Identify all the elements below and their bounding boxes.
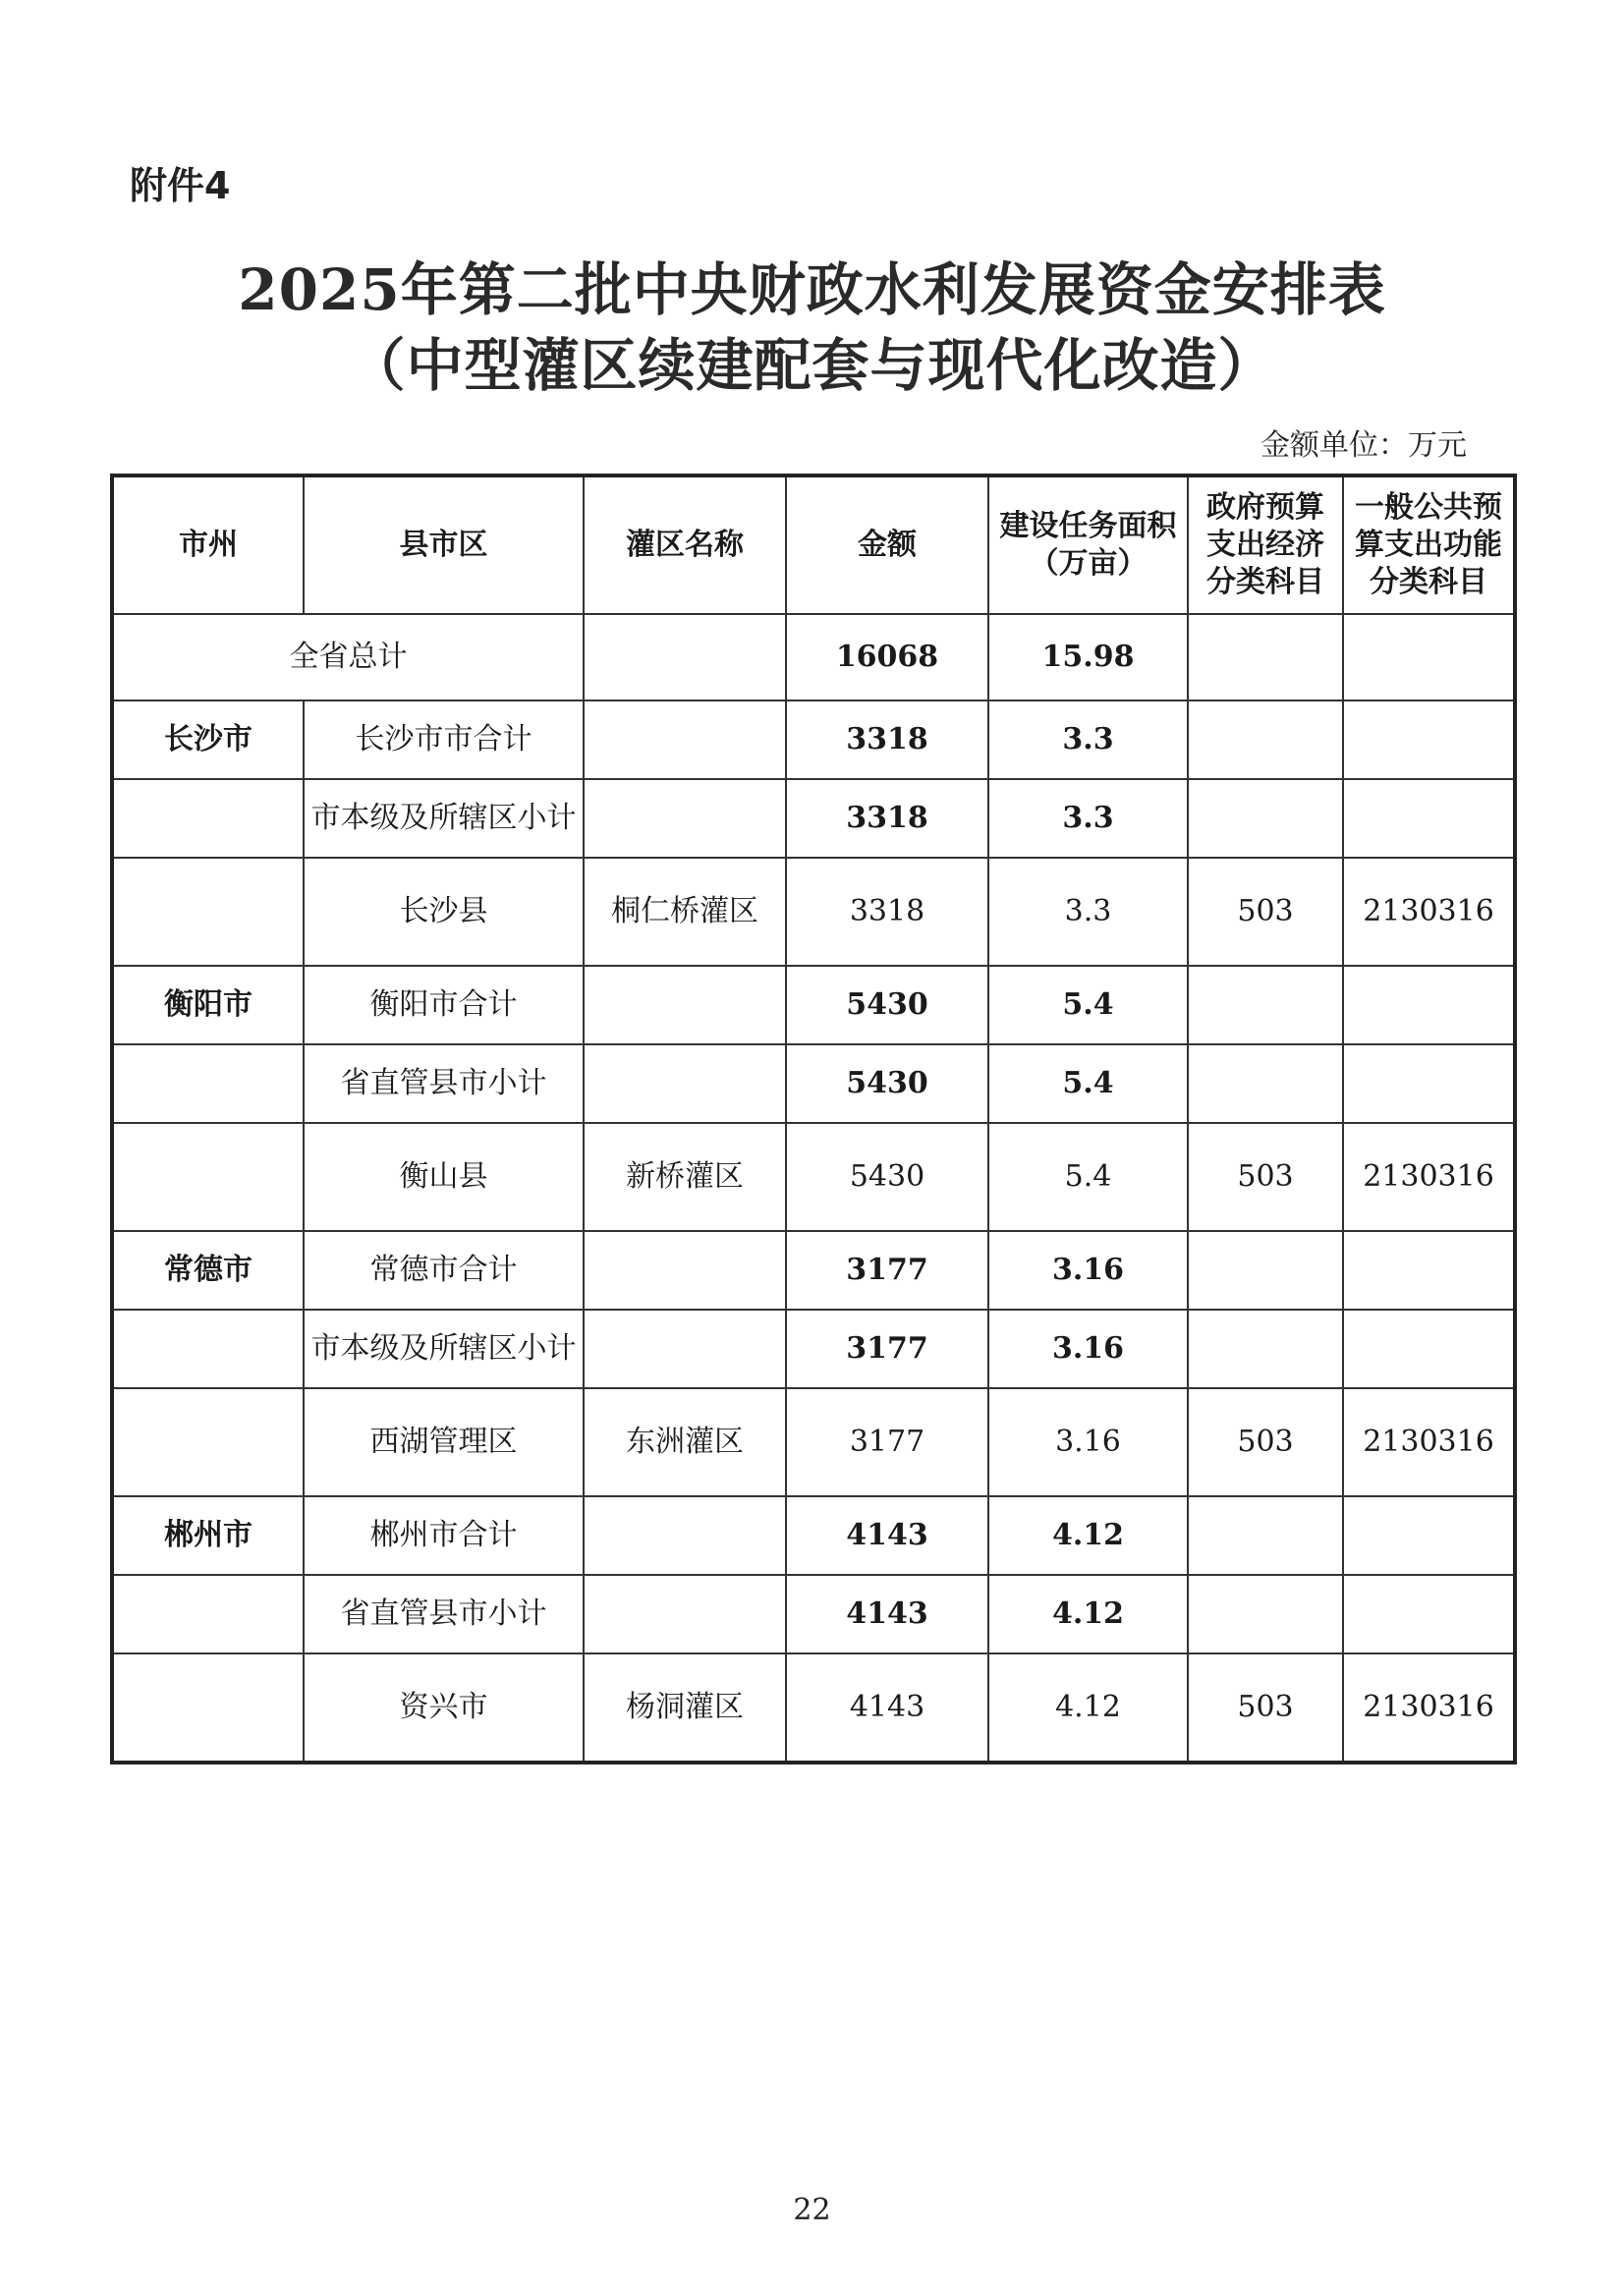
item-func-code: 2130316 [1343,1653,1515,1763]
item-district-name: 新桥灌区 [584,1123,786,1231]
item-func-code: 2130316 [1343,1388,1515,1496]
item-econ-code: 503 [1188,858,1343,966]
item-amount: 3177 [786,1388,988,1496]
city-total-area: 4.12 [988,1496,1188,1575]
header-area: 建设任务面积（万亩） [988,476,1188,614]
table-row [112,1123,1515,1231]
header-county: 县市区 [304,476,584,614]
table-row [112,1653,1515,1763]
table-row [112,700,1515,779]
province-total-row [112,614,1515,700]
table-header-row [112,476,1515,614]
item-amount: 3318 [786,858,988,966]
city-total-amount: 4143 [786,1496,988,1575]
subtotal-label: 省直管县市小计 [304,1044,584,1123]
city-total-area: 3.16 [988,1231,1188,1310]
item-area: 3.3 [988,858,1188,966]
city-total-amount: 3318 [786,700,988,779]
item-district-name: 东洲灌区 [584,1388,786,1496]
document-title: 2025年第二批中央财政水利发展资金安排表 [238,256,1386,323]
subtotal-area: 3.3 [988,779,1188,858]
table-row [112,858,1515,966]
attachment-label: 附件4 [130,164,231,207]
subtotal-label: 省直管县市小计 [304,1575,584,1653]
subtotal-amount: 3177 [786,1310,988,1388]
subtotal-area: 3.16 [988,1310,1188,1388]
unit-note: 金额单位：万元 [1260,428,1467,463]
page-number: 22 [793,2193,831,2227]
city-total-label: 衡阳市合计 [304,966,584,1044]
item-func-code: 2130316 [1343,858,1515,966]
city-total-label: 长沙市市合计 [304,700,584,779]
city-name: 郴州市 [112,1496,304,1575]
province-total-area: 15.98 [988,614,1188,700]
header-district-name: 灌区名称 [584,476,786,614]
subtotal-amount: 4143 [786,1575,988,1653]
subtotal-amount: 5430 [786,1044,988,1123]
item-district-name: 杨洞灌区 [584,1653,786,1763]
item-county: 衡山县 [304,1123,584,1231]
table-row [112,1388,1515,1496]
subtotal-area: 4.12 [988,1575,1188,1653]
item-district-name: 桐仁桥灌区 [584,858,786,966]
city-total-amount: 3177 [786,1231,988,1310]
city-name: 常德市 [112,1231,304,1310]
item-amount: 4143 [786,1653,988,1763]
item-county: 长沙县 [304,858,584,966]
subtotal-label: 市本级及所辖区小计 [304,1310,584,1388]
item-func-code: 2130316 [1343,1123,1515,1231]
item-county: 西湖管理区 [304,1388,584,1496]
table-row [112,1231,1515,1310]
header-amount: 金额 [786,476,988,614]
subtotal-area: 5.4 [988,1044,1188,1123]
item-county: 资兴市 [304,1653,584,1763]
item-amount: 5430 [786,1123,988,1231]
table-row [112,779,1515,858]
province-total-label: 全省总计 [112,614,584,700]
item-econ-code: 503 [1188,1123,1343,1231]
city-total-area: 3.3 [988,700,1188,779]
item-econ-code: 503 [1188,1653,1343,1763]
city-total-label: 郴州市合计 [304,1496,584,1575]
item-econ-code: 503 [1188,1388,1343,1496]
city-total-amount: 5430 [786,966,988,1044]
table-row [112,1044,1515,1123]
subtotal-label: 市本级及所辖区小计 [304,779,584,858]
header-city: 市州 [112,476,304,614]
table-row [112,1310,1515,1388]
allocation-table [110,474,1517,1764]
header-func-code: 一般公共预算支出功能分类科目 [1343,476,1515,614]
table-row [112,1575,1515,1653]
table-row [112,966,1515,1044]
item-area: 5.4 [988,1123,1188,1231]
table-row [112,1496,1515,1575]
header-econ-code: 政府预算支出经济分类科目 [1188,476,1343,614]
item-area: 3.16 [988,1388,1188,1496]
city-total-area: 5.4 [988,966,1188,1044]
document-subtitle: （中型灌区续建配套与现代化改造） [348,332,1276,399]
subtotal-amount: 3318 [786,779,988,858]
city-total-label: 常德市合计 [304,1231,584,1310]
city-name: 衡阳市 [112,966,304,1044]
city-name: 长沙市 [112,700,304,779]
province-total-amount: 16068 [786,614,988,700]
item-area: 4.12 [988,1653,1188,1763]
